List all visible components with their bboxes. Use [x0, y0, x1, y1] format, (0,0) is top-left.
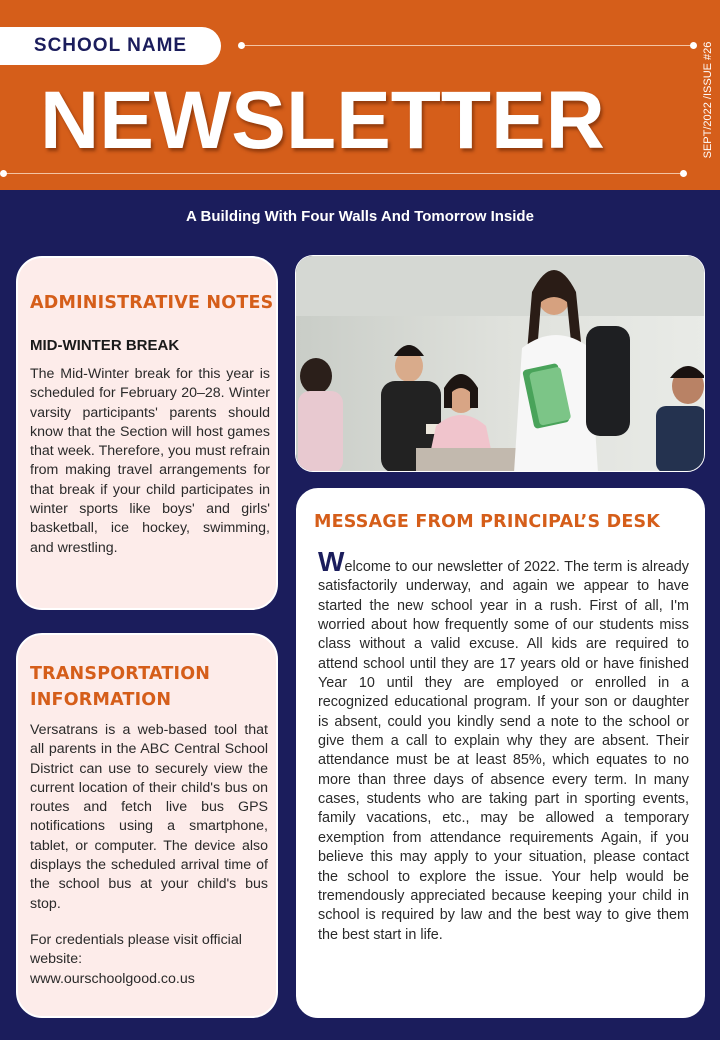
administrative-notes-heading: ADMINISTRATIVE NOTES [30, 293, 274, 313]
tagline: A Building With Four Walls And Tomorrow Inside [186, 208, 534, 225]
school-name-badge [0, 27, 221, 65]
administrative-notes-card [16, 256, 278, 610]
principal-message-heading: MESSAGE FROM PRINCIPAL’S DESK [314, 512, 661, 532]
transportation-card [16, 633, 278, 1018]
transportation-heading-line2: INFORMATION [30, 690, 172, 710]
principal-message-text: elcome to our newsletter of 2022. The term is already satisfactorily underway, and again we appear to have started the new school year in a rush. First of all, I'm worried about how frequently some of our students miss class without a valid excuse. All kids are required to attend school until they are 17 years old or have finished Year 10 until they are employed or enrolled in a recognized educational program. If your son or daughter is absent, could you kindly send a note to the school or give them a call to explain why they are absent. Their attendance must be at least 85%, which equates to no more than three days of absence every term. In many cases, students who are taking part in sporting events, family vacations, etc., may be allowed a temporary exemption from attendance requirements Again, if you believe this may apply to your situation, please contact the school to explore the issue. Your help would be tremendously appreciated because keeping your child in school is required by law and the best way to give them the best start in life. [318, 559, 689, 943]
rule-dot [690, 42, 697, 49]
header-rule-top [242, 45, 694, 46]
header-banner [0, 0, 720, 190]
principal-message-card [296, 488, 705, 1018]
header-rule-bottom [4, 173, 684, 174]
mid-winter-break-subheading: MID-WINTER BREAK [30, 337, 180, 354]
rule-dot [238, 42, 245, 49]
principal-message-body [318, 546, 689, 945]
students-classroom-photo [295, 255, 705, 472]
transportation-heading-line1: TRANSPORTATION [30, 664, 211, 684]
issue-label: SEPT/2022 /ISSUE #26 [702, 41, 714, 159]
rule-dot [0, 170, 7, 177]
drop-cap: W [318, 546, 345, 577]
administrative-notes-body: The Mid-Winter break for this year is scheduled for February 20–28. Winter varsity participants' parents should know that the Section will host games that week. Therefore, you must refrain from making travel arrangements for that break if your child participates in winter sports like boys' and girls' basketball, ice hockey, swimming, and wrestling. [30, 366, 270, 556]
credentials-text: For credentials please visit official website: [30, 932, 242, 968]
school-name: SCHOOL NAME [33, 35, 188, 56]
newsletter-title: NEWSLETTER [40, 75, 605, 166]
transportation-heading [30, 661, 210, 713]
classroom-illustration [296, 256, 705, 472]
website-link[interactable]: www.ourschoolgood.co.us [30, 971, 195, 987]
transportation-body: Versatrans is a web-based tool that all parents in the ABC Central School District can use to securely view the current location of their child's bus on routes and fetch live bus GPS notifications using a smartphone, tablet, or computer. The device also displays the scheduled arrival time of the school bus at your child's bus stop. [30, 722, 268, 912]
rule-dot [680, 170, 687, 177]
